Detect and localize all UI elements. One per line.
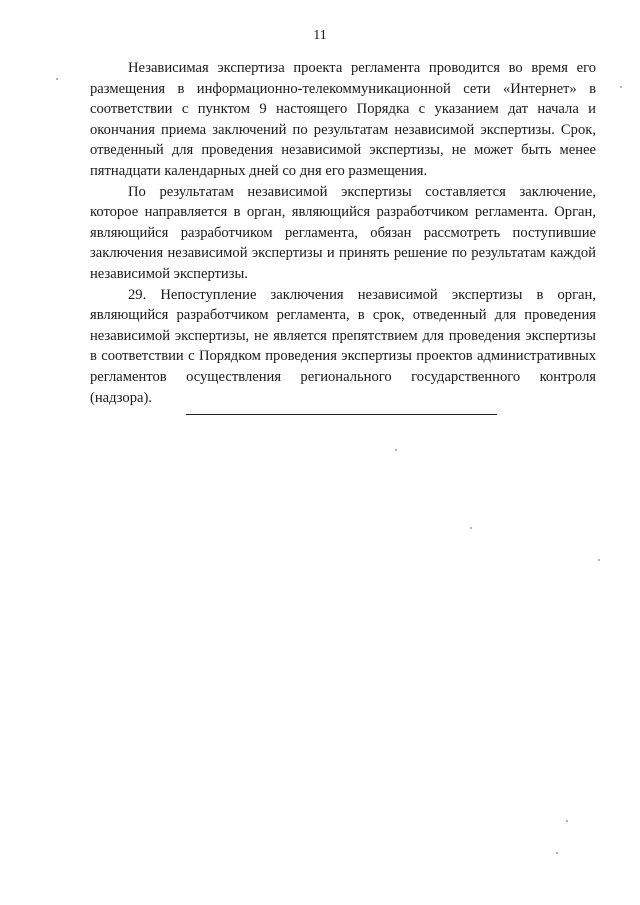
scan-speck: [56, 78, 58, 80]
paragraph-expertise-conclusion: По результатам независимой экспертизы составляется заключение, которое направляется в орган, являющийся разработчиком регламента. Орган, являющийся разработчиком регламента, обязан рассмотреть поступившие заключения независимой экспертизы и принять решение по результатам каждой независимой экспертизы.: [90, 183, 596, 282]
document-body: [90, 58, 596, 408]
page-number: 11: [313, 28, 327, 43]
scan-speck: [620, 86, 622, 88]
paragraph-expertise-period: Независимая экспертиза проекта регламента проводится во время его размещения в информационно-телекоммуникационной сети «Интернет» в соответствии с пунктом 9 настоящего Порядка с указанием дат начала и окончания приема заключений по результатам независимой экспертизы. Срок, отведенный для проведения независимой экспертизы, не может быть менее пятнадцати календарных дней со дня его размещения.: [90, 60, 596, 179]
scan-speck: [598, 559, 600, 561]
scan-speck: [556, 852, 558, 854]
scan-speck: [395, 449, 397, 451]
end-of-text-rule: [186, 414, 497, 415]
paragraph-item-29: 29. Непоступление заключения независимой экспертизы в орган, являющийся разработчиком регламента, в срок, отведенный для проведения независимой экспертизы, не является препятствием для проведения экспертизы в соответствии с Порядком проведения экспертизы проектов административных регламентов осуществления регионального государственного контроля (надзора).: [90, 286, 596, 406]
scan-speck: [470, 527, 472, 529]
scan-speck: [566, 820, 568, 822]
